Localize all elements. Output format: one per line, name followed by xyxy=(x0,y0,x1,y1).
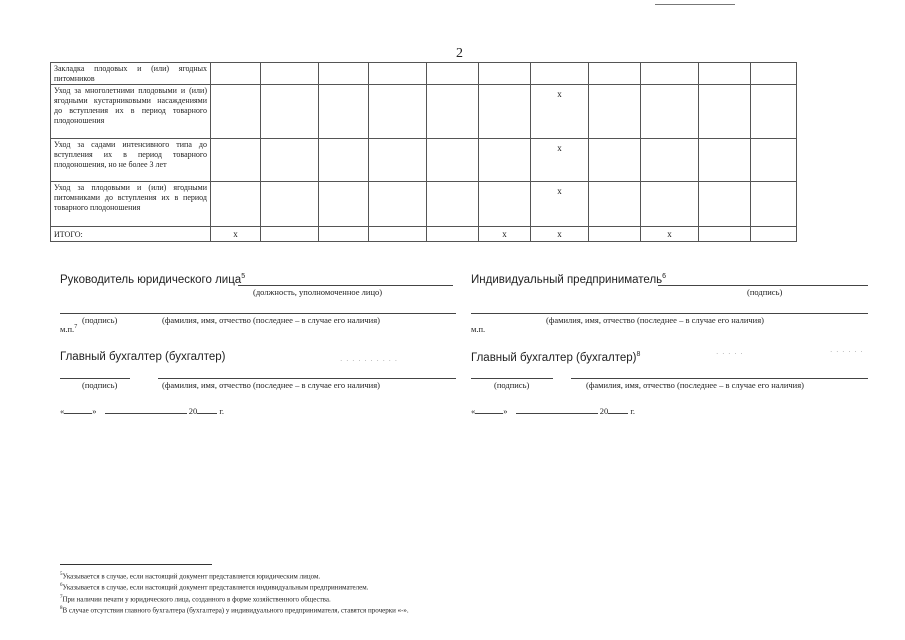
table-cell[interactable]: x xyxy=(531,182,589,227)
table-cell[interactable] xyxy=(479,85,531,139)
acc-name-caption: (фамилия, имя, отчество (последнее – в случае его наличия) xyxy=(162,380,380,390)
acc-name-line[interactable] xyxy=(158,378,456,379)
table-cell[interactable] xyxy=(319,63,369,85)
table-cell[interactable] xyxy=(589,63,641,85)
table-cell[interactable] xyxy=(479,139,531,182)
table-cell[interactable] xyxy=(211,85,261,139)
signature-caption: (подпись) xyxy=(82,315,118,325)
table-cell[interactable] xyxy=(211,63,261,85)
scan-edge-line xyxy=(655,4,735,5)
table-cell[interactable] xyxy=(751,139,797,182)
table-row xyxy=(51,139,797,182)
data-table xyxy=(50,62,797,242)
table-cell[interactable] xyxy=(427,182,479,227)
table-cell[interactable] xyxy=(427,227,479,242)
table-row xyxy=(51,63,797,85)
ip-signature-caption: (подпись) xyxy=(747,287,783,297)
table-row xyxy=(51,182,797,227)
table-cell[interactable] xyxy=(751,227,797,242)
table-cell[interactable] xyxy=(641,139,699,182)
accountant-title: Главный бухгалтер (бухгалтер) xyxy=(60,351,226,363)
table-cell[interactable] xyxy=(699,85,751,139)
table-cell[interactable] xyxy=(427,63,479,85)
position-caption: (должность, уполномоченное лицо) xyxy=(253,287,383,297)
row-label: Закладка плодовых и (или) ягодных питомников xyxy=(51,63,211,85)
table-cell[interactable]: x xyxy=(531,85,589,139)
ip-name-line[interactable] xyxy=(471,313,868,314)
table-cell[interactable] xyxy=(319,85,369,139)
signature-name-line[interactable] xyxy=(60,313,456,314)
table-cell[interactable] xyxy=(641,85,699,139)
table-row xyxy=(51,227,797,242)
table-cell[interactable] xyxy=(319,139,369,182)
table-cell[interactable] xyxy=(531,63,589,85)
footnote-6: $^6$Указывается в случае, если настоящий документ представляется индивидуальным предпринимателем. xyxy=(60,583,369,592)
table-cell[interactable] xyxy=(261,85,319,139)
table-cell[interactable] xyxy=(211,182,261,227)
ip-acc-name-line[interactable] xyxy=(571,378,868,379)
ip-acc-name-caption: (фамилия, имя, отчество (последнее – в случае его наличия) xyxy=(586,380,804,390)
table-cell[interactable] xyxy=(479,63,531,85)
table-cell[interactable] xyxy=(699,139,751,182)
table-cell[interactable] xyxy=(641,63,699,85)
row-label: Уход за садами интенсивного типа до вступления их в период товарного плодоношения, но не более 3 лет xyxy=(51,139,211,182)
table-cell[interactable] xyxy=(319,227,369,242)
date-field[interactable]: « » 20 г. xyxy=(60,406,225,416)
table-cell[interactable] xyxy=(699,63,751,85)
table-cell[interactable] xyxy=(427,85,479,139)
table-cell[interactable] xyxy=(589,85,641,139)
table-cell[interactable] xyxy=(479,182,531,227)
table-cell[interactable] xyxy=(369,182,427,227)
table-cell[interactable] xyxy=(751,182,797,227)
acc-signature-caption: (подпись) xyxy=(82,380,118,390)
ip-accountant-title: Главный бухгалтер (бухгалтер)$^8$ xyxy=(471,351,641,364)
row-label: Уход за плодовыми и (или) ягодными питомниками до вступления их в период товарного плодоношения xyxy=(51,182,211,227)
table-cell[interactable]: x xyxy=(531,227,589,242)
ip-name-caption: (фамилия, имя, отчество (последнее – в случае его наличия) xyxy=(546,315,764,325)
table-cell[interactable] xyxy=(369,139,427,182)
stamp-label: м.п.$^7$ xyxy=(60,324,78,334)
table-cell[interactable] xyxy=(261,227,319,242)
ip-signature-line[interactable] xyxy=(658,285,868,286)
row-label: ИТОГО: xyxy=(51,227,211,242)
row-label: Уход за многолетними плодовыми и (или) ягодными кустарниковыми насаждениями до вступления их в период товарного плодоношения xyxy=(51,85,211,139)
footnote-8: $^8$В случае отсутствия главного бухгалтера (бухгалтера) у индивидуального предпринимателя, ставятся прочерки «-». xyxy=(60,605,409,615)
table-cell[interactable] xyxy=(369,63,427,85)
table-cell[interactable] xyxy=(261,182,319,227)
table-cell[interactable] xyxy=(589,139,641,182)
table-cell[interactable] xyxy=(699,182,751,227)
footnote-separator xyxy=(60,564,212,565)
ip-title: Индивидуальный предприниматель$^6$ xyxy=(471,273,667,286)
table-cell[interactable] xyxy=(427,139,479,182)
table-cell[interactable]: x xyxy=(641,227,699,242)
table-cell[interactable] xyxy=(589,227,641,242)
table-cell[interactable] xyxy=(369,85,427,139)
table-cell[interactable] xyxy=(369,227,427,242)
ip-stamp-label: м.п. xyxy=(471,324,486,334)
table-cell[interactable] xyxy=(751,63,797,85)
table-cell[interactable] xyxy=(261,139,319,182)
table-cell[interactable] xyxy=(589,182,641,227)
scan-noise: · · · · · · xyxy=(830,348,864,356)
table-cell[interactable]: x xyxy=(211,227,261,242)
table-cell[interactable]: x xyxy=(531,139,589,182)
footnotes xyxy=(60,570,409,615)
table-cell[interactable] xyxy=(641,182,699,227)
table-row xyxy=(51,85,797,139)
acc-signature-line[interactable] xyxy=(60,378,130,379)
table-cell[interactable] xyxy=(319,182,369,227)
footnote-7: $^7$При наличии печати у юридического лица, созданного в форме хозяйственного общества. xyxy=(60,594,331,603)
scan-noise: · · · · · · · · · · xyxy=(340,357,399,365)
table-cell[interactable] xyxy=(211,139,261,182)
head-title: Руководитель юридического лица$^5$ xyxy=(60,273,246,286)
scan-noise: · · · · · xyxy=(716,350,744,358)
ip-acc-signature-line[interactable] xyxy=(471,378,553,379)
footnote-5: $^5$Указывается в случае, если настоящий документ представляется юридическим лицом. xyxy=(60,572,321,581)
name-caption: (фамилия, имя, отчество (последнее – в случае его наличия) xyxy=(162,315,380,325)
position-line[interactable] xyxy=(238,285,453,286)
table-cell[interactable] xyxy=(751,85,797,139)
page-number: 2 xyxy=(456,46,463,61)
ip-acc-signature-caption: (подпись) xyxy=(494,380,530,390)
table-cell[interactable]: x xyxy=(479,227,531,242)
table-cell[interactable] xyxy=(699,227,751,242)
table-cell[interactable] xyxy=(261,63,319,85)
ip-date-field[interactable]: « » 20 г. xyxy=(471,406,636,416)
